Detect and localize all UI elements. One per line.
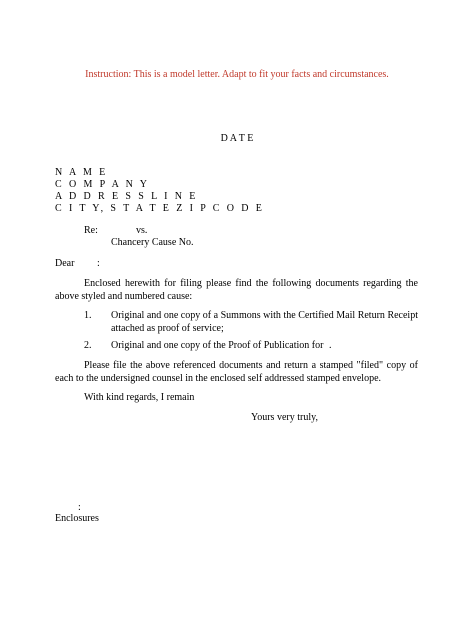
list-item-1-number: 1. (84, 310, 92, 321)
recipient-name: N A M E (55, 167, 108, 178)
date-placeholder: D A T E (220, 133, 254, 144)
chancery-cause-number: Chancery Cause No. (111, 237, 194, 248)
intro-paragraph: Enclosed herewith for filing please find the following documents regarding the above styled and numbered cause: (55, 278, 418, 302)
salutation-colon: : (97, 258, 100, 269)
signoff: Yours very truly, (251, 412, 318, 423)
list-item-2-period: . (329, 340, 332, 351)
list-item-2-number: 2. (84, 340, 92, 351)
recipient-city-state-zip: C I T Y, S T A T E Z I P C O D E (55, 203, 265, 214)
list-item-2-text: Original and one copy of the Proof of Publication for (111, 340, 324, 351)
recipient-company: C O M P A N Y (55, 179, 150, 190)
closing-line: With kind regards, I remain (84, 392, 195, 403)
re-label: Re: (84, 225, 98, 236)
instruction-note: Instruction: This is a model letter. Adapt to fit your facts and circumstances. (85, 69, 389, 80)
recipient-address-line: A D D R E S S L I N E (55, 191, 198, 202)
initials-colon: : (78, 502, 81, 513)
enclosures-label: Enclosures (55, 513, 99, 524)
list-item-1-text: Original and one copy of a Summons with the Certified Mail Return Receipt attached as proof of service; (111, 310, 418, 334)
re-vs: vs. (136, 225, 148, 236)
salutation-dear: Dear (55, 258, 75, 269)
request-paragraph: Please file the above referenced documents and return a stamped "filed" copy of each to the undersigned counsel in the enclosed self addressed stamped envelope. (55, 360, 418, 384)
